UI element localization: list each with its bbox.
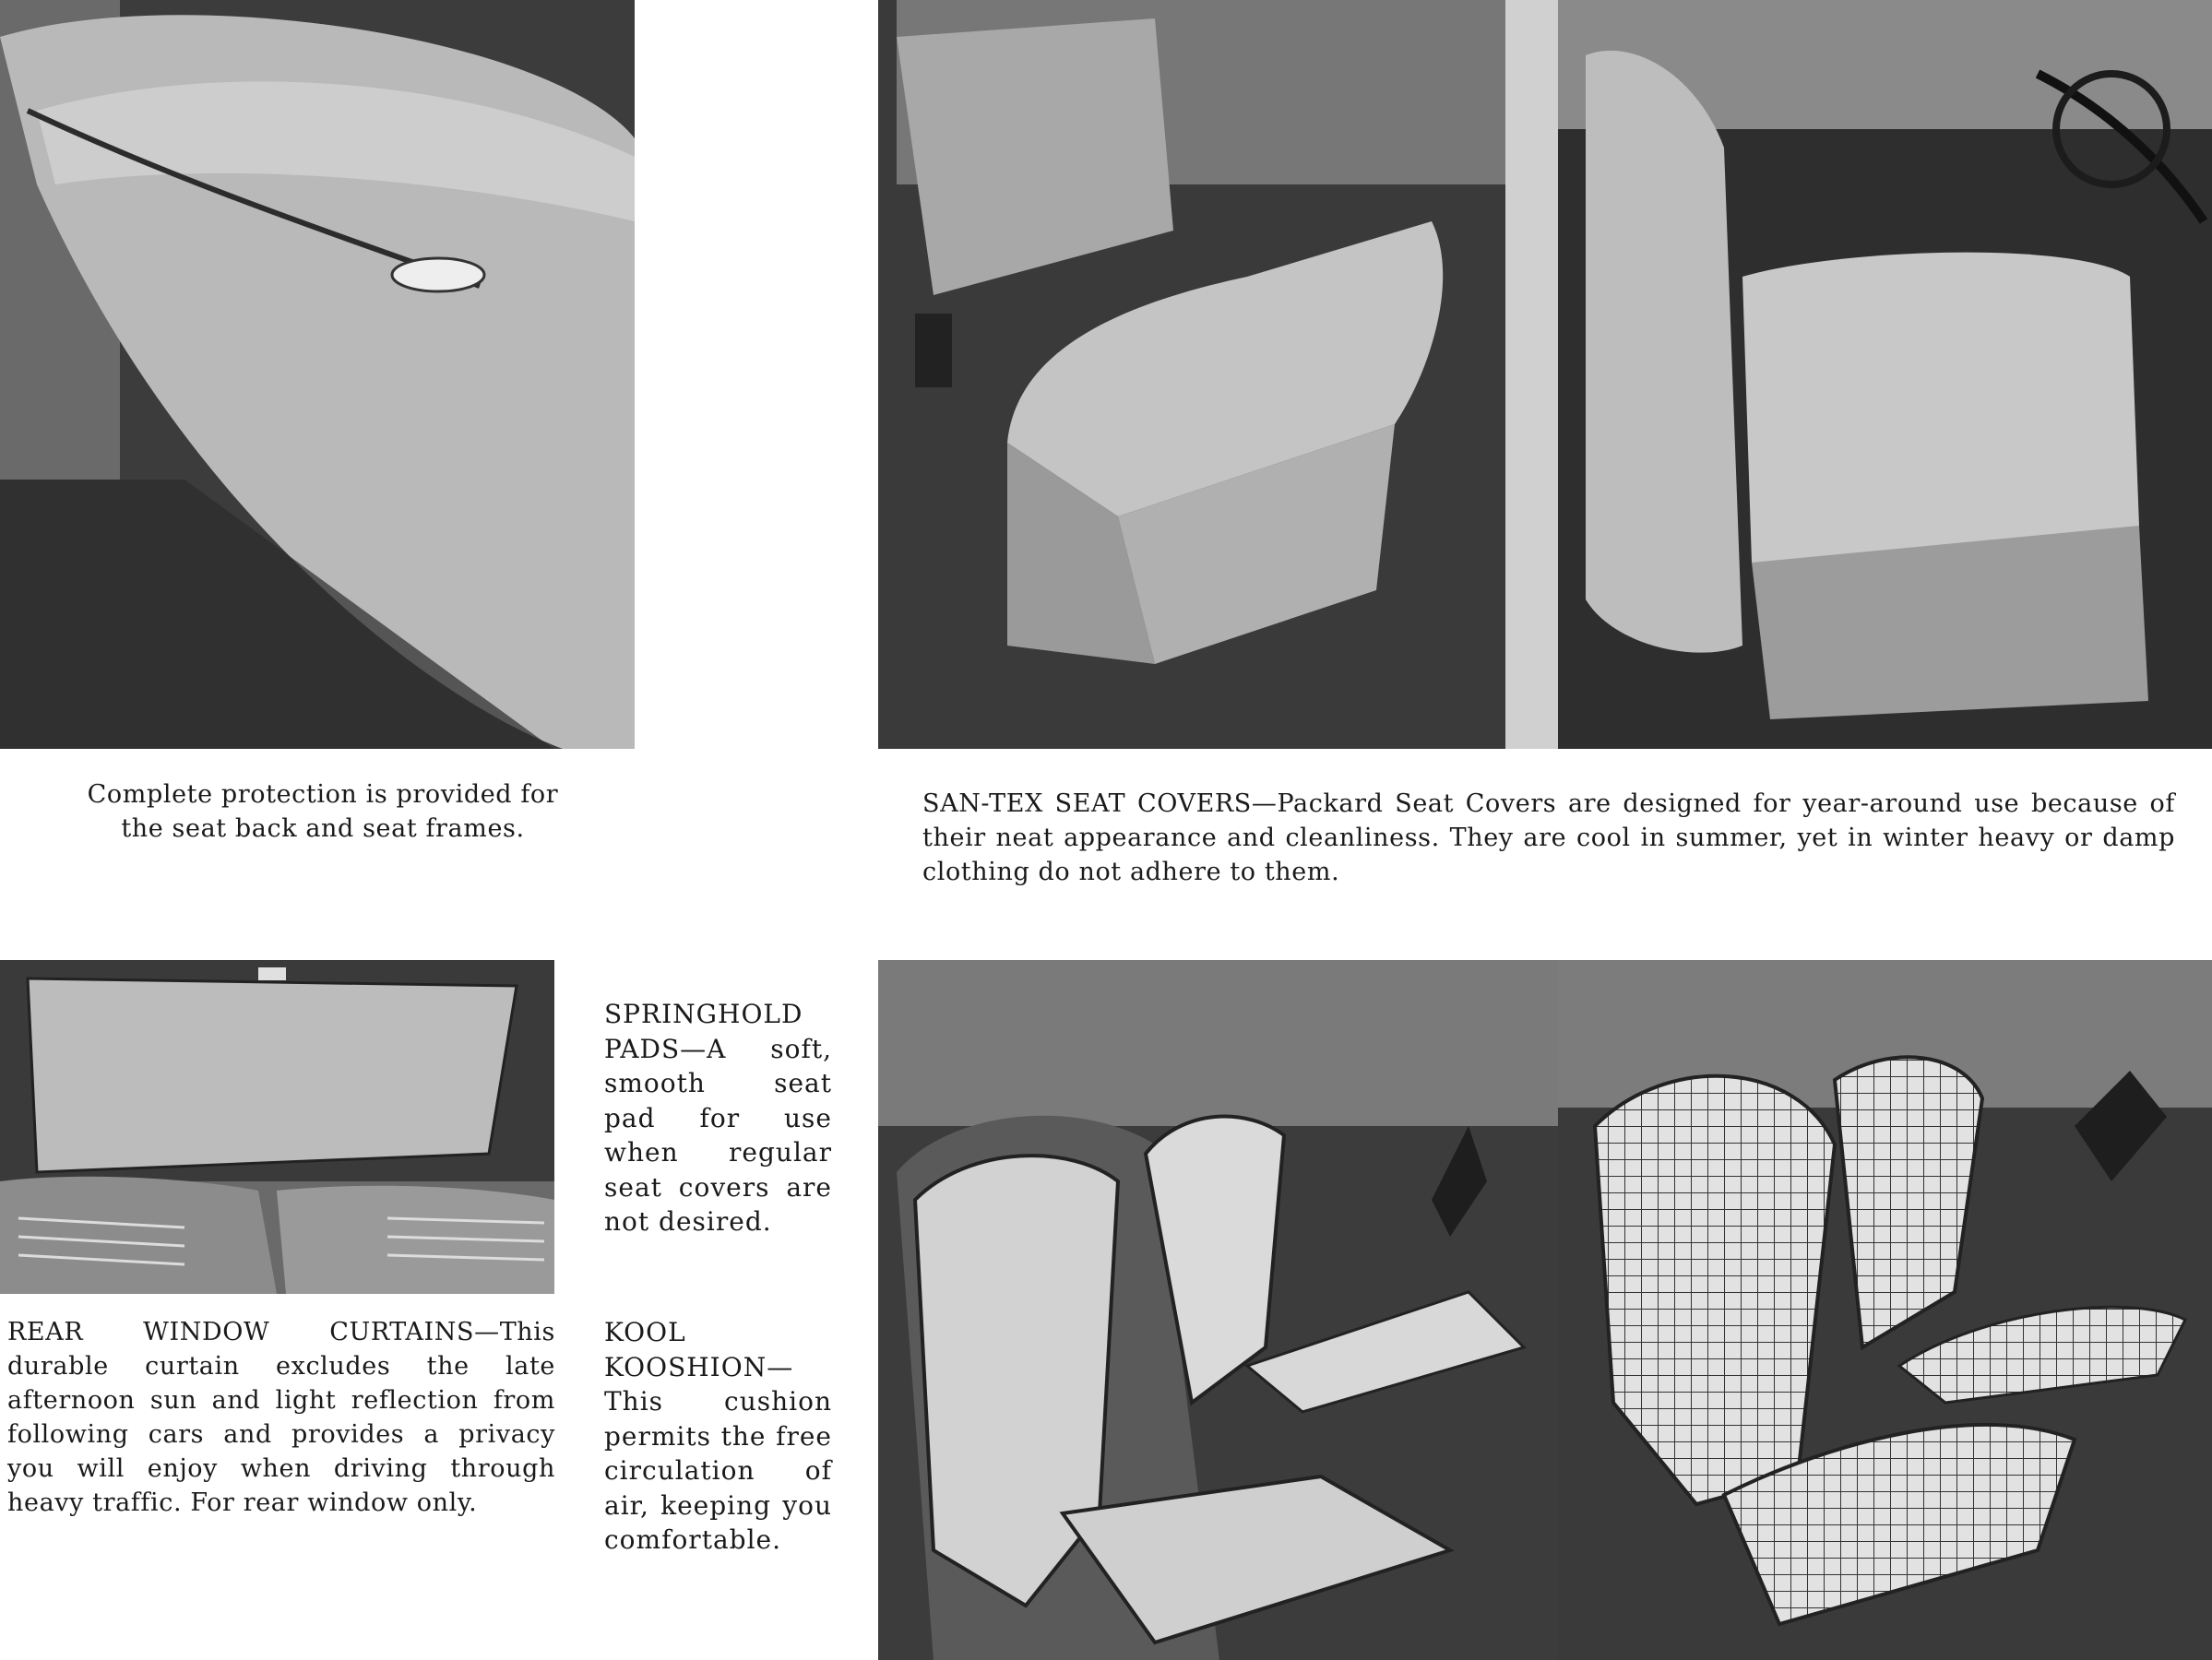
caption-rear-window-curtains: REAR WINDOW CURTAINS—This durable curtain excludes the late afternoon sun and light reflection from following cars and provides a privacy you will enjoy when driving through heavy traffic. For rear window only. bbox=[7, 1318, 555, 1517]
photo-rear-window-curtain bbox=[0, 960, 554, 1294]
photo-santex-rear-seat bbox=[878, 0, 1558, 749]
photo-kool-kooshion bbox=[1558, 960, 2212, 1660]
caption-springhold-pads: SPRINGHOLD PADS—A soft, smooth seat pad for use when regular seat covers are not desired. bbox=[604, 999, 832, 1237]
photo-springhold-pads bbox=[878, 960, 1558, 1660]
photo-santex-front-seat bbox=[1558, 0, 2212, 749]
caption-kool-kooshion: KOOL KOOSHION—This cushion permits the free circulation of air, keeping you comfortable. bbox=[604, 1317, 832, 1555]
caption-santex-seat-covers: SAN-TEX SEAT COVERS—Packard Seat Covers are designed for year-around use because of their neat appearance and cleanliness. They are cool in summer, yet in winter heavy or damp clothing do not adhere to them. bbox=[922, 789, 2175, 886]
caption-seat-back: Complete protection is provided for the seat back and seat frames. bbox=[87, 780, 559, 843]
photo-seat-back-protector bbox=[0, 0, 635, 749]
